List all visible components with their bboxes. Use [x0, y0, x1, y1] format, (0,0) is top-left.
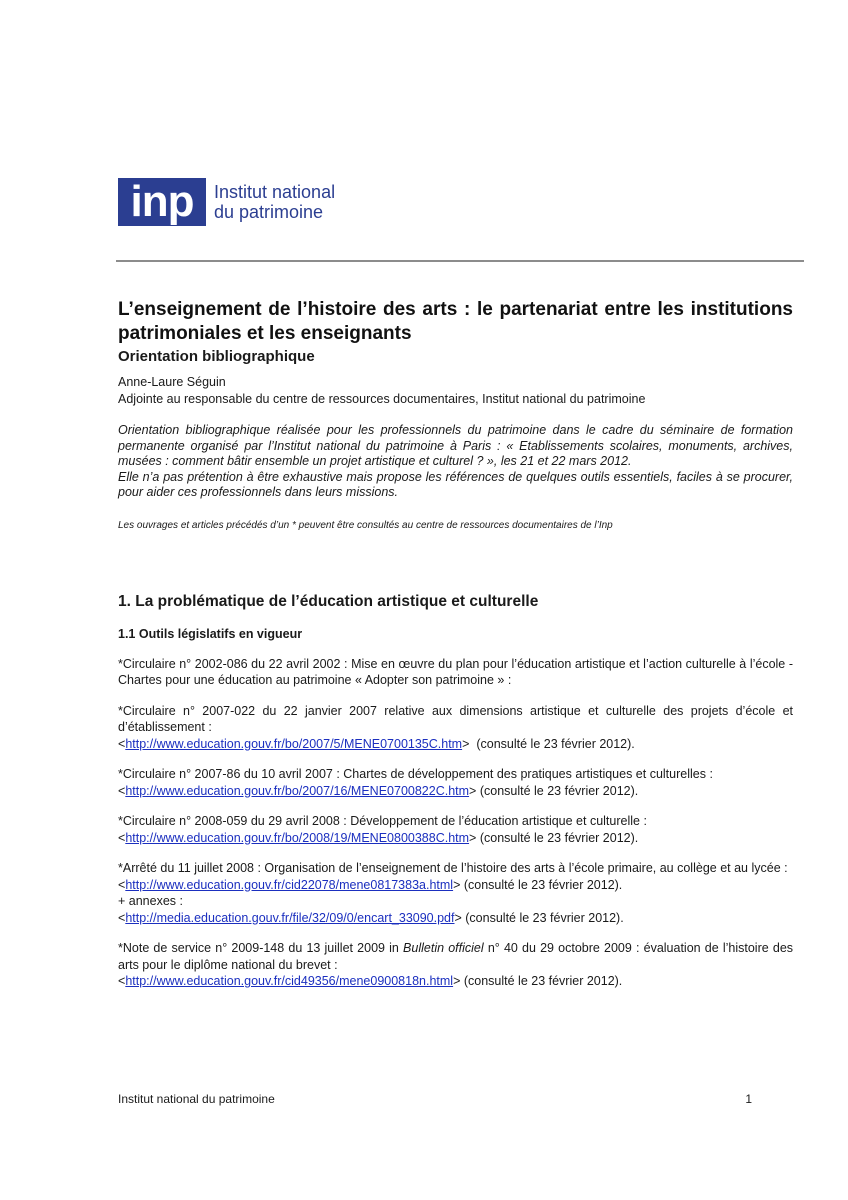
intro-paragraph: [118, 423, 793, 501]
page-footer: [118, 1092, 752, 1106]
inp-logo: [118, 178, 335, 226]
reference-text: *Note de service n° 2009-148 du 13 juillet 2009 in: [118, 941, 404, 955]
reference-entry: *Arrêté du 11 juillet 2008 : Organisation de l’enseignement de l’histoire des arts à l’école primaire, au collège et au lycée : <http://www.education.gouv.fr/cid22078/mene0817383a.html> (consulté le 23 février 2012). + annexes : <http://media.education.gouv.fr/file/32/09/0/encart_33090.pdf> (consulté le 23 février 2012).: [118, 860, 793, 926]
reference-link[interactable]: http://www.education.gouv.fr/bo/2007/16/MENE0700822C.htm: [125, 783, 470, 798]
reference-text-continued: n° 40 du 29 octobre 2009 : évaluation de l’histoire des arts pour le diplôme national du brevet :: [118, 941, 797, 972]
reference-link[interactable]: http://www.education.gouv.fr/cid22078/mene0817383a.html: [125, 877, 454, 892]
reference-link[interactable]: http://www.education.gouv.fr/bo/2008/19/MENE0800388C.htm: [125, 830, 470, 845]
author-role: Adjointe au responsable du centre de ressources documentaires, Institut national du patrimoine: [118, 392, 646, 406]
reference-link[interactable]: http://www.education.gouv.fr/cid49356/mene0900818n.html: [125, 974, 454, 988]
subsection-heading: 1.1 Outils législatifs en vigueur: [118, 626, 303, 641]
reference-entry: *Note de service n° 2009-148 du 13 juillet 2009 in Bulletin officiel n° 40 du 29 octobre 2009 : évaluation de l’histoire des arts pour le diplôme national du brevet : <http://www.education.gouv.fr/cid49356/mene0900818n.html> (consulté le 23 février 2012).: [118, 941, 797, 988]
footer-institution: Institut national du patrimoine: [118, 1092, 275, 1106]
document-title: L’enseignement de l’histoire des arts : le partenariat entre les institutions patrimoniales et les enseignants: [118, 299, 793, 344]
publication-title: Bulletin officiel: [403, 941, 484, 955]
page-number: 1: [745, 1092, 752, 1106]
reference-text: *Circulaire n° 2007-86 du 10 avril 2007 : Chartes de développement des pratiques artistiques et culturelles :: [118, 767, 713, 781]
consulted-date: (consulté le 23 février 2012).: [460, 974, 623, 988]
reference-link[interactable]: http://www.education.gouv.fr/bo/2007/5/MENE0700135C.htm: [125, 736, 463, 751]
header-divider: [116, 260, 804, 262]
logo-line-1: Institut national: [214, 182, 336, 202]
author-name: Anne-Laure Séguin: [118, 375, 226, 389]
intro-text-2: Elle n’a pas prétention à être exhaustive mais propose les références de quelques outils essentiels, faciles à se procurer, pour aider ces professionnels dans leurs missions.: [118, 469, 793, 499]
annex-label: + annexes :: [118, 894, 183, 908]
section-heading: 1. La problématique de l’éducation artistique et culturelle: [118, 592, 539, 610]
reference-entry: *Circulaire n° 2007-022 du 22 janvier 2007 relative aux dimensions artistique et culturelle des projets d’école et d’établissement : <http://www.education.gouv.fr/bo/2007/5/MENE0700135C.htm> (consulté le 23 février 2012).: [118, 703, 793, 751]
reference-entry: [118, 656, 793, 689]
reference-text: *Circulaire n° 2008-059 du 29 avril 2008 : Développement de l’éducation artistique et culturelle :: [118, 814, 647, 828]
consulted-date: (consulté le 23 février 2012).: [460, 877, 623, 892]
inp-logo-text: [214, 182, 335, 222]
document-body: [118, 298, 797, 990]
logo-line-2: du patrimoine: [214, 202, 324, 222]
consulted-date: (consulté le 23 février 2012).: [461, 910, 624, 925]
reference-text: *Circulaire n° 2007-022 du 22 janvier 2007 relative aux dimensions artistique et culturelle des projets d’école et d’établissement :: [118, 703, 793, 734]
annex-link[interactable]: http://media.education.gouv.fr/file/32/09/0/encart_33090.pdf: [125, 910, 455, 925]
reference-text: *Circulaire n° 2002-086 du 22 avril 2002 : Mise en œuvre du plan pour l’éducation artistique et l’action culturelle à l’école - Chartes pour une éducation au patrimoine « Adopter son patrimoine » :: [118, 656, 793, 687]
consulted-date: (consulté le 23 février 2012).: [469, 736, 635, 751]
consulted-date: (consulté le 23 février 2012).: [476, 830, 639, 845]
reference-entry: *Circulaire n° 2007-86 du 10 avril 2007 : Chartes de développement des pratiques artistiques et culturelles : <http://www.education.gouv.fr/bo/2007/16/MENE0700822C.htm> (consulté le 23 février 2012).: [118, 766, 793, 799]
consulted-date: (consulté le 23 février 2012).: [476, 783, 639, 798]
intro-text-1: Orientation bibliographique réalisée pour les professionnels du patrimoine dans le cadre du séminaire de formation permanente organisé par l’Institut national du patrimoine à Paris : « Etablissements scolaires, monuments, archives, musées : comment bâtir ensemble un projet artistique et culturel ? », les 21 et 22 mars 2012.: [118, 423, 793, 468]
reference-entry: *Circulaire n° 2008-059 du 29 avril 2008 : Développement de l’éducation artistique et culturelle : <http://www.education.gouv.fr/bo/2008/19/MENE0800388C.htm> (consulté le 23 février 2012).: [118, 813, 793, 846]
inp-logo-mark: inp: [118, 178, 206, 226]
availability-note: Les ouvrages et articles précédés d’un * peuvent être consultés au centre de ressources documentaires de l’Inp: [118, 519, 613, 531]
reference-text: *Arrêté du 11 juillet 2008 : Organisation de l’enseignement de l’histoire des arts à l’école primaire, au collège et au lycée :: [118, 861, 788, 875]
document-subtitle: Orientation bibliographique: [118, 348, 315, 365]
